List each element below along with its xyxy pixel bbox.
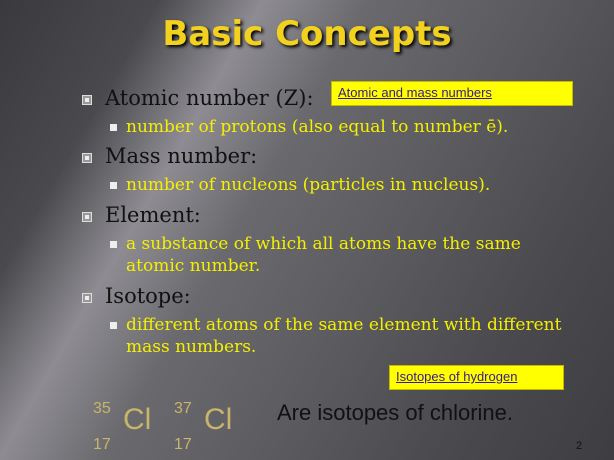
- isotope-1-mass: 35: [93, 400, 111, 417]
- sub-isotope: different atoms of the same element with different mass numbers.: [126, 315, 562, 357]
- bullet-isotope: Isotope:: [105, 284, 191, 308]
- sub-bullet-icon: [110, 241, 117, 248]
- bullet-atomic-number: Atomic number (Z):: [105, 86, 314, 110]
- isotope-1-symbol: Cl: [123, 403, 152, 436]
- bullet-element: Element:: [105, 203, 201, 227]
- atomic-mass-numbers-link[interactable]: Atomic and mass numbers: [331, 81, 573, 106]
- sub-mass-number: number of nucleons (particles in nucleus).: [126, 175, 491, 195]
- sub-bullet-icon: [110, 322, 117, 329]
- slide-title: Basic Concepts: [162, 14, 452, 54]
- bullet-icon: [82, 212, 92, 222]
- isotopes-caption: Are isotopes of chlorine.: [277, 400, 514, 425]
- isotope-2-symbol: Cl: [204, 403, 233, 436]
- bullet-mass-number: Mass number:: [105, 144, 258, 168]
- sub-bullet-icon: [110, 182, 117, 189]
- sub-element: a substance of which all atoms have the same atomic number.: [126, 234, 521, 276]
- page-number: 2: [576, 440, 583, 452]
- isotope-2-atomic: 17: [174, 436, 192, 453]
- sub-atomic-number: number of protons (also equal to number ē).: [126, 117, 509, 137]
- bullet-icon: [82, 95, 92, 105]
- sub-bullet-icon: [110, 124, 117, 131]
- isotopes-hydrogen-link[interactable]: Isotopes of hydrogen: [389, 365, 564, 390]
- isotope-1-atomic: 17: [93, 436, 111, 453]
- bullet-icon: [82, 293, 92, 303]
- isotope-2-mass: 37: [174, 400, 192, 417]
- bullet-icon: [82, 153, 92, 163]
